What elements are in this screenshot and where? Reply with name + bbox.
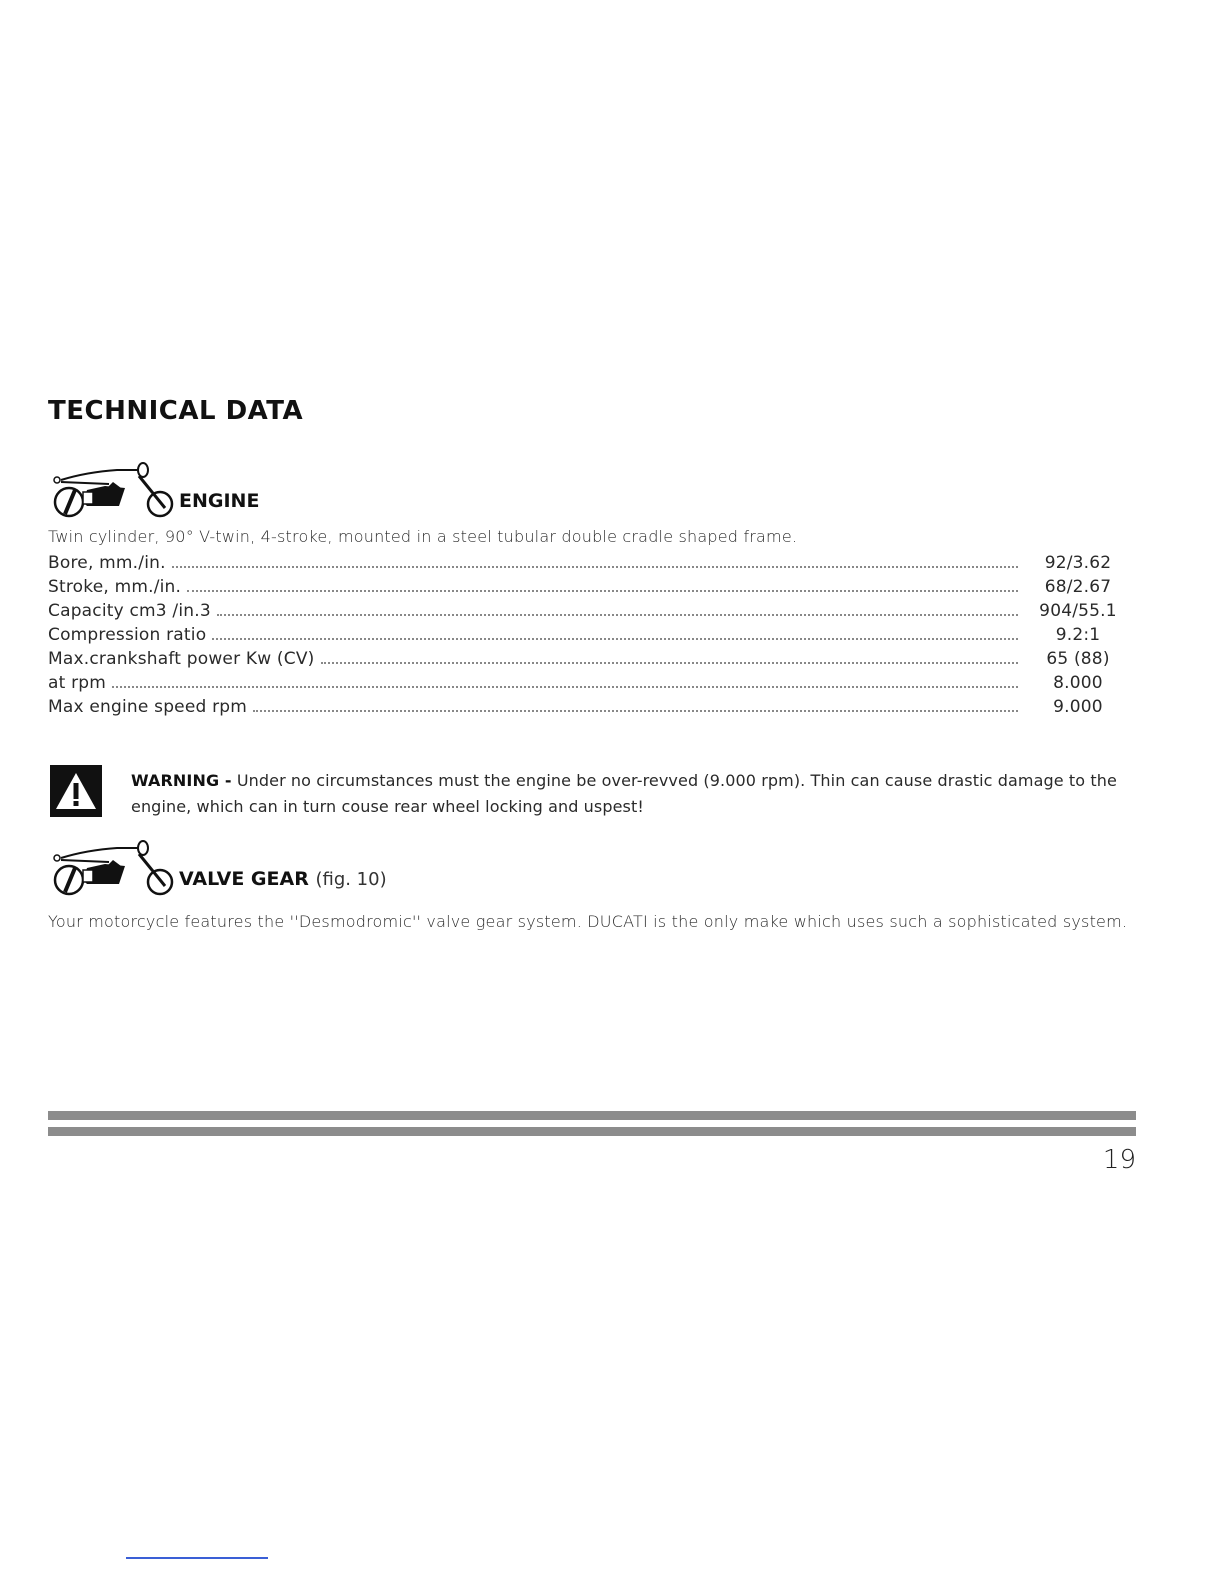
spec-value: 9.000 <box>1053 697 1103 717</box>
spec-value: 904/55.1 <box>1039 601 1117 621</box>
motorcycle-icon <box>47 462 177 518</box>
warning-text: Under no circumstances must the engine be over-revved (9.000 rpm). Thin can cause drastic damage to the engine, which can in turn couse rear wheel locking and uspest! <box>131 771 1117 816</box>
dot-leader <box>172 566 1018 568</box>
warning-label: WARNING - <box>131 771 232 790</box>
spec-label: Max.crankshaft power Kw (CV) <box>48 649 315 669</box>
valve-gear-heading <box>47 840 387 896</box>
spec-label: Compression ratio <box>48 625 207 645</box>
spec-row <box>48 673 1138 697</box>
page-number: 19 <box>1102 1145 1136 1175</box>
dot-leader <box>253 710 1018 712</box>
divider-rule <box>48 1127 1136 1136</box>
spec-row <box>48 577 1138 601</box>
spec-value: 8.000 <box>1053 673 1103 693</box>
spec-row <box>48 697 1138 721</box>
spec-value: 9.2:1 <box>1055 625 1101 645</box>
engine-heading <box>47 462 259 518</box>
valve-gear-heading-label <box>179 868 387 890</box>
valve-gear-description: Your motorcycle features the ''Desmodromic'' valve gear system. DUCATI is the only make which uses such a sophisticated system. <box>48 912 1128 931</box>
dot-leader <box>212 638 1018 640</box>
spec-value: 65 (88) <box>1046 649 1110 669</box>
footer-line <box>126 1557 268 1559</box>
spec-row <box>48 625 1138 649</box>
motorcycle-icon <box>47 840 177 896</box>
engine-description: Twin cylinder, 90° V-twin, 4-stroke, mounted in a steel tubular double cradle shaped frame. <box>48 527 798 546</box>
dot-leader <box>321 662 1019 664</box>
spec-value: 92/3.62 <box>1044 553 1112 573</box>
spec-label: Capacity cm3 /in.3 <box>48 601 211 621</box>
figure-reference: (fig. 10) <box>315 869 387 890</box>
dot-leader <box>217 614 1018 616</box>
spec-label: at rpm <box>48 673 107 693</box>
spec-row <box>48 649 1138 673</box>
engine-spec-list <box>48 553 1138 721</box>
page-title: TECHNICAL DATA <box>48 396 304 426</box>
divider-rule <box>48 1111 1136 1120</box>
warning-message <box>131 768 1141 820</box>
spec-label: Max engine speed rpm <box>48 697 248 717</box>
spec-row <box>48 553 1138 577</box>
spec-value: 68/2.67 <box>1044 577 1112 597</box>
spec-label: Stroke, mm./in. <box>48 577 182 597</box>
spec-row <box>48 601 1138 625</box>
engine-heading-label: ENGINE <box>179 490 260 512</box>
spec-label: Bore, mm./in. <box>48 553 166 573</box>
valve-gear-title: VALVE GEAR <box>179 868 309 890</box>
warning-triangle-icon <box>50 765 102 817</box>
dot-leader <box>112 686 1018 688</box>
dot-leader <box>187 590 1018 592</box>
